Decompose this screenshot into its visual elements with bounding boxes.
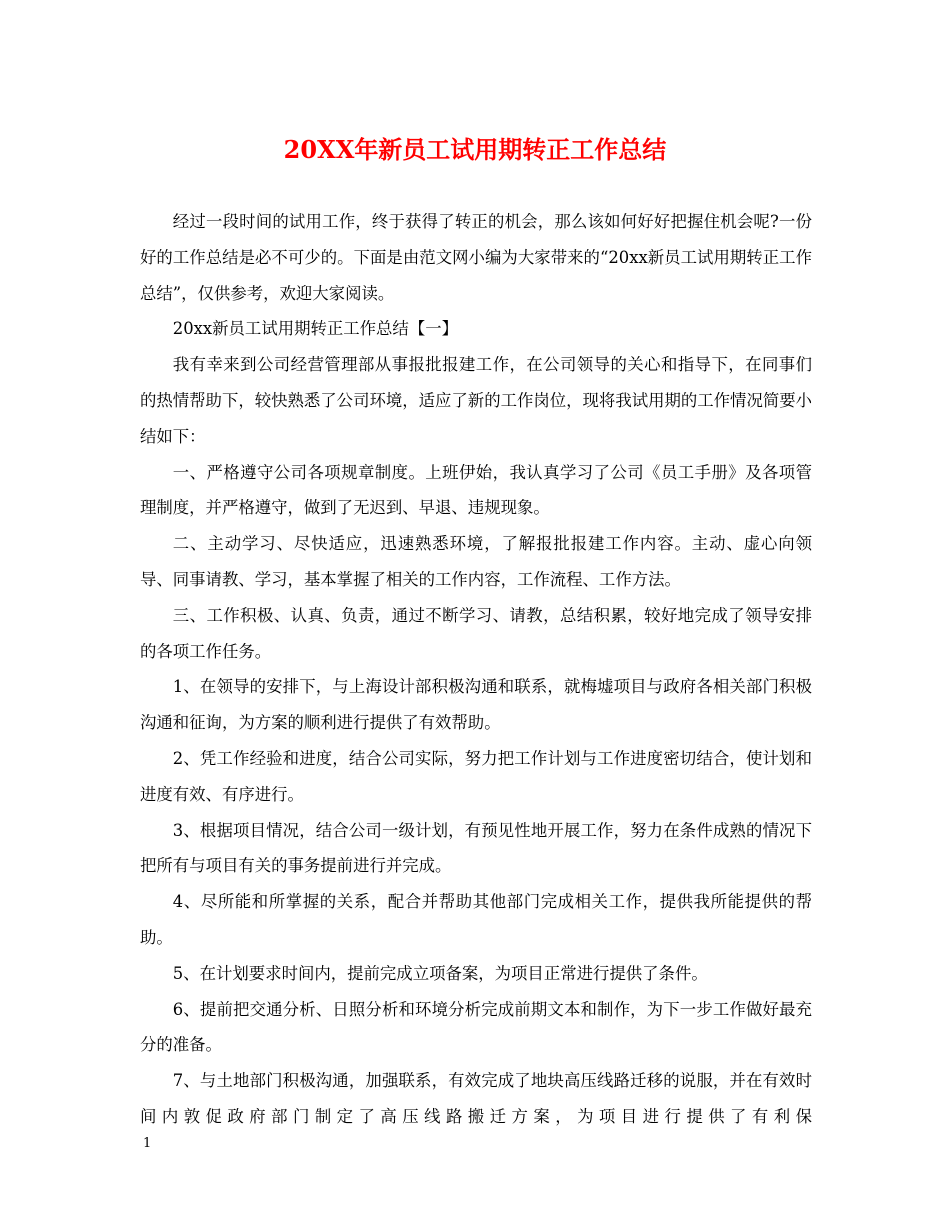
paragraph-continued: 7、与土地部门积极沟通，加强联系，有效完成了地块高压线路迁移的说服，并在有效时间内敦促政府部门制定了高压线路搬迁方案，为项目进行提供了有利保 <box>140 1071 812 1126</box>
paragraph: 二、主动学习、尽快适应，迅速熟悉环境，了解报批报建工作内容。主动、虚心向领导、同事请教、学习，基本掌握了相关的工作内容，工作流程、工作方法。 <box>140 534 812 589</box>
paragraph: 4、尽所能和所掌握的关系，配合并帮助其他部门完成相关工作，提供我所能提供的帮助。 <box>140 892 812 947</box>
paragraph: 1、在领导的安排下，与上海设计部积极沟通和联系，就梅墟项目与政府各相关部门积极沟通和征询，为方案的顺利进行提供了有效帮助。 <box>140 677 812 733</box>
paragraph: 2、凭工作经验和进度，结合公司实际，努力把工作计划与工作进度密切结合，使计划和进度有效、有序进行。 <box>140 748 812 804</box>
page-number: 1 <box>143 1136 152 1151</box>
paragraph: 一、严格遵守公司各项规章制度。上班伊始，我认真学习了公司《员工手册》及各项管理制度，并严格遵守，做到了无迟到、早退、违规现象。 <box>140 462 812 518</box>
document-title: 20XX年新员工试用期转正工作总结 <box>283 135 667 164</box>
paragraph: 3、根据项目情况，结合公司一级计划，有预见性地开展工作，努力在条件成熟的情况下把所有与项目有关的事务提前进行并完成。 <box>140 820 812 876</box>
paragraph: 5、在计划要求时间内，提前完成立项备案，为项目正常进行提供了条件。 <box>172 963 708 983</box>
document-body <box>140 204 812 1135</box>
paragraph: 三、工作积极、认真、负责，通过不断学习、请教，总结积累，较好地完成了领导安排的各项工作任务。 <box>140 605 812 661</box>
section-heading: 20xx新员工试用期转正工作总结【一】 <box>172 319 458 339</box>
paragraph: 6、提前把交通分析、日照分析和环境分析完成前期文本和制作，为下一步工作做好最充分的准备。 <box>140 999 812 1055</box>
paragraph: 我有幸来到公司经营管理部从事报批报建工作，在公司领导的关心和指导下，在同事们的热情帮助下，较快熟悉了公司环境，适应了新的工作岗位，现将我试用期的工作情况简要小结如下： <box>140 355 813 446</box>
paragraph-intro: 经过一段时间的试用工作，终于获得了转正的机会，那么该如何好好把握住机会呢?一份好的工作总结是必不可少的。下面是由范文网小编为大家带来的“20xx新员工试用期转正工作总结”，仅供参考，欢迎大家阅读。 <box>140 212 812 303</box>
